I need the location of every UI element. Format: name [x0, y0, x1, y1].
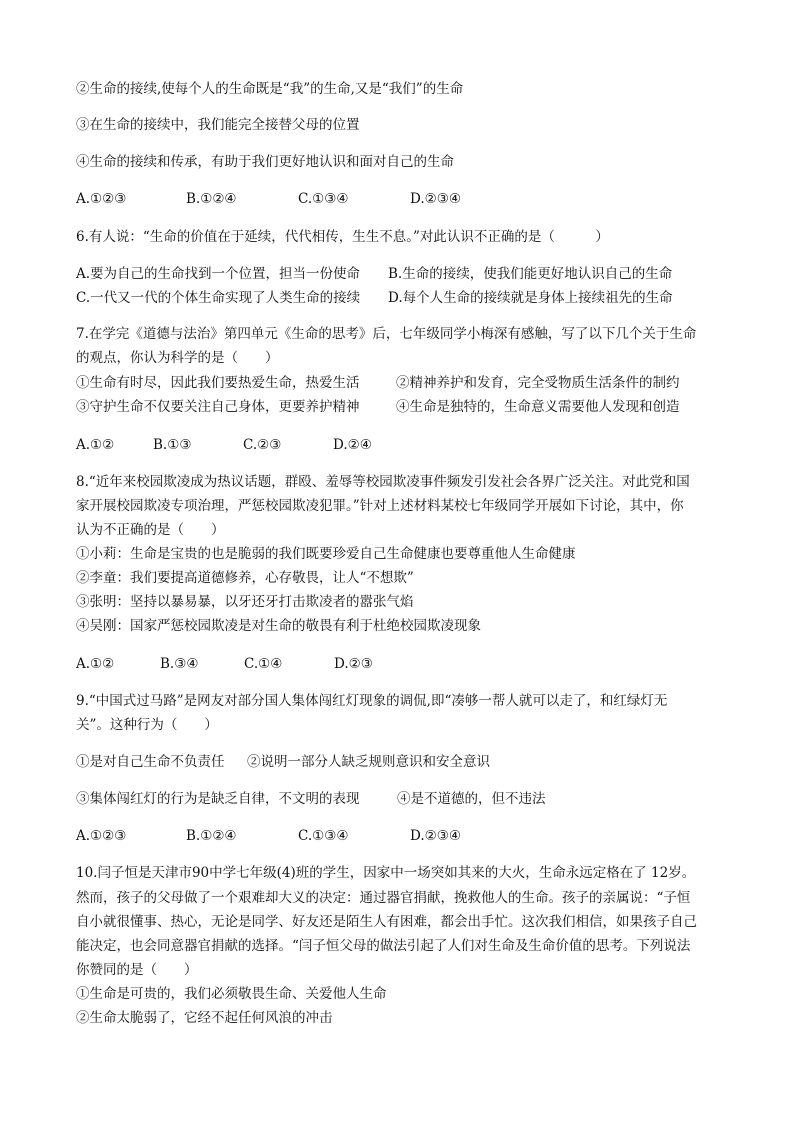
q6-options-row-2 [76, 289, 673, 307]
q9-stem-line-2: 关”。这种行为（ ） [76, 717, 218, 733]
q5-option-b[interactable]: B.①②④ [186, 191, 237, 207]
q7-item-3: ③守护生命不仅要关注自己身体，更要养护精神 [76, 399, 360, 415]
q8-option-d[interactable]: D.②③ [334, 656, 373, 672]
q7-items-row-2 [76, 398, 680, 416]
q7-item-4: ④生命是独特的，生命意义需要他人发现和创造 [396, 399, 680, 415]
q6-option-b[interactable]: B.生命的接续，使我们能更好地认识自己的生命 [388, 266, 673, 282]
q10-stem-line-4: 能决定，也会同意器官捐献的选择。“闫子恒父母的做法引起了人们对生命及生命价值的思考。下列说法 [76, 938, 691, 954]
q9-items-row-1 [76, 753, 490, 771]
q5-item-4: ④生命的接续和传承，有助于我们更好地认识和面对自己的生命 [76, 154, 454, 170]
q6-option-c[interactable]: C.一代又一代的个体生命实现了人类生命的接续 [76, 290, 361, 306]
q9-item-4: ④是不道德的，但不违法 [397, 791, 546, 807]
q7-options [76, 436, 372, 454]
q9-option-d[interactable]: D.②③④ [410, 828, 461, 844]
q8-item-4: ④吴刚：国家严惩校园欺凌是对生命的敬畏有利于杜绝校园欺凌现象 [76, 618, 481, 634]
q10-item-2: ②生命太脆弱了，它经不起任何风浪的冲击 [76, 1010, 333, 1026]
q10-stem-line-3: 自小就很懂事、热心，无论是同学、好友还是陌生人有困难，都会出手忙。这次我们相信，如果孩子自己 [76, 914, 697, 930]
q7-stem-line-1: 7.在学完《道德与法治》第四单元《生命的思考》后，七年级同学小梅深有感触，写了以下几个关于生命 [76, 326, 697, 342]
q7-item-2: ②精神养护和发育，完全受物质生活条件的制约 [396, 375, 680, 391]
q5-options [76, 190, 461, 208]
q9-item-2: ②说明一部分人缺乏规则意识和安全意识 [247, 754, 490, 770]
q7-option-b[interactable]: B.①③ [153, 437, 192, 453]
q7-option-d[interactable]: D.②④ [333, 437, 372, 453]
q8-item-1: ①小莉：生命是宝贵的也是脆弱的我们既要珍爱自己生命健康也要尊重他人生命健康 [76, 546, 576, 562]
q9-item-1: ①是对自己生命不负责任 [76, 754, 225, 770]
q5-item-3: ③在生命的接续中，我们能完全接替父母的位置 [76, 117, 360, 133]
q7-stem-line-2: 的观点，你认为科学的是（ ） [76, 350, 279, 366]
q8-options [76, 655, 373, 673]
q10-stem-line-5: 你赞同的是（ ） [76, 962, 198, 978]
q6-option-a[interactable]: A.要为自己的生命找到一个位置，担当一份使命 [76, 266, 361, 282]
q5-option-d[interactable]: D.②③④ [410, 191, 461, 207]
q5-option-c[interactable]: C.①③④ [298, 191, 349, 207]
q8-option-c[interactable]: C.①④ [244, 656, 283, 672]
q10-stem-line-2: 然而，孩子的父母做了一个艰难却大义的决定：通过器官捐献，挽救他人的生命。孩子的亲属说：“子恒 [76, 890, 691, 906]
q9-option-a[interactable]: A.①②③ [76, 828, 127, 844]
q8-item-3: ③张明：坚持以暴易暴，以牙还牙打击欺凌者的嚣张气焰 [76, 594, 414, 610]
q8-option-a[interactable]: A.①② [76, 656, 115, 672]
q6-option-d[interactable]: D.每个人生命的接续就是身体上接续祖先的生命 [388, 290, 673, 306]
q5-option-a[interactable]: A.①②③ [76, 191, 127, 207]
q9-option-b[interactable]: B.①②④ [186, 828, 237, 844]
q9-items-row-2 [76, 790, 546, 808]
q9-stem-line-1: 9.“中国式过马路”是网友对部分国人集体闯红灯现象的调侃,即“凑够一帮人就可以走了，和红绿灯无 [76, 693, 668, 709]
q10-stem-line-1: 10.闫子恒是天津市90中学七年级(4)班的学生，因家中一场突如其来的大火，生命永远定格在了 12岁。 [76, 865, 696, 881]
q8-option-b[interactable]: B.③④ [160, 656, 199, 672]
q8-stem-line-3: 认为不正确的是（ ） [76, 522, 225, 538]
q8-stem-line-1: 8.“近年来校园欺凌成为热议话题，群殴、羞辱等校园欺凌事件频发引发社会各界广泛关注。对此党和国 [76, 474, 690, 490]
q7-option-c[interactable]: C.②③ [243, 437, 282, 453]
q6-stem: 6.有人说：“生命的价值在于延续，代代相传，生生不息。”对此认识不正确的是（ ） [76, 229, 609, 245]
q9-item-3: ③集体闯红灯的行为是缺乏自律，不文明的表现 [76, 791, 360, 807]
q9-option-c[interactable]: C.①③④ [298, 828, 349, 844]
q8-stem-line-2: 家开展校园欺凌专项治理，严惩校园欺凌犯罪。”针对上述材料某校七年级同学开展如下讨论，其中，你 [76, 498, 684, 514]
q7-item-1: ①生命有时尽，因此我们要热爱生命，热爱生活 [76, 375, 360, 391]
q9-options [76, 827, 461, 845]
q10-item-1: ①生命是可贵的，我们必须敬畏生命、关爱他人生命 [76, 986, 387, 1002]
q8-item-2: ②李童：我们要提高道德修养，心存敬畏，让人“不想欺” [76, 570, 414, 586]
q7-items-row-1 [76, 374, 680, 392]
q5-item-2: ②生命的接续,使每个人的生命既是“我”的生命,又是“我们”的生命 [76, 81, 464, 97]
q6-options-row-1 [76, 265, 672, 283]
q7-option-a[interactable]: A.①② [76, 437, 115, 453]
